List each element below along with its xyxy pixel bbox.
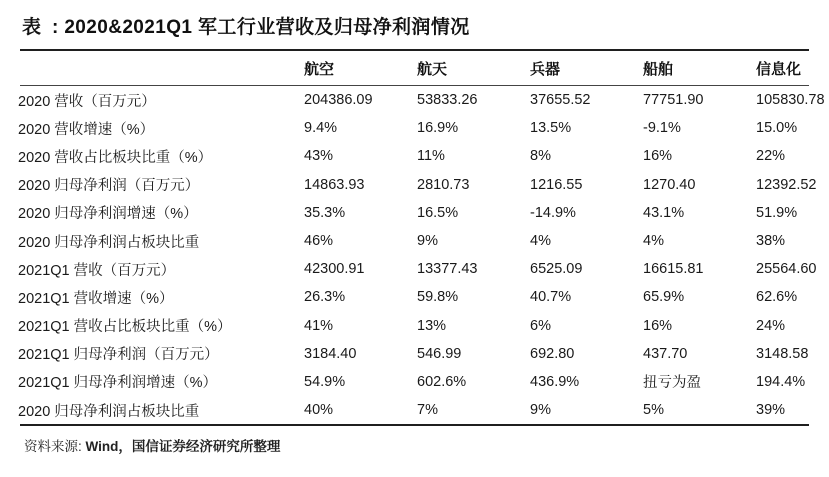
row-label: 2021Q1 营收（百万元） — [18, 262, 176, 279]
cell-value: 16.5% — [417, 204, 459, 221]
cell-value: 204386.09 — [304, 92, 373, 109]
row-label: 2021Q1 归母净利润增速（%） — [18, 375, 218, 392]
cell-value: 54.9% — [304, 373, 346, 390]
figure-title — [18, 0, 811, 49]
cell-value: 24% — [756, 317, 786, 334]
row-label: 2020 归母净利润增速（%） — [18, 206, 198, 223]
figure-title-label: 表 — [22, 17, 43, 38]
table-row — [18, 283, 829, 311]
cell-value: 35.3% — [304, 204, 346, 221]
table-row — [18, 227, 829, 255]
table-row — [18, 368, 829, 396]
cell-value: 53833.26 — [417, 92, 478, 109]
cell-value: 13377.43 — [417, 261, 478, 278]
cell-value: 42300.91 — [304, 261, 365, 278]
cell-value: 9.4% — [304, 120, 338, 137]
cell-value: 12392.52 — [756, 176, 817, 193]
source-label: 资料来源: — [24, 439, 86, 455]
source-text: Wind，国信证券经济研究所整理 — [85, 439, 281, 455]
cell-value: 6525.09 — [530, 261, 583, 278]
cell-value: 40.7% — [530, 289, 572, 306]
row-label: 2020 营收占比板块比重（%） — [18, 149, 213, 166]
figure-title-text: 2020&2021Q1 军工行业营收及归母净利润情况 — [64, 17, 470, 38]
cell-value: 8% — [530, 148, 551, 165]
cell-value: 16.9% — [417, 120, 459, 137]
cell-value: 扭亏为盈 — [643, 375, 701, 392]
cell-value: 4% — [530, 233, 551, 250]
cell-value: 11% — [417, 148, 445, 165]
cell-value: 437.70 — [643, 345, 688, 362]
row-label: 2020 营收（百万元） — [18, 93, 156, 110]
cell-value: 46% — [304, 233, 334, 250]
column-header-shipbuilding: 船舶 — [643, 60, 674, 78]
cell-value: 62.6% — [756, 289, 798, 306]
cell-value: 26.3% — [304, 289, 346, 306]
cell-value: 16% — [643, 148, 673, 165]
cell-value: 13% — [417, 317, 447, 334]
table-header-row — [18, 51, 829, 85]
table-row — [18, 312, 829, 340]
financial-table — [18, 51, 829, 85]
column-header-aerospace: 航天 — [417, 60, 448, 78]
cell-value: 65.9% — [643, 289, 685, 306]
cell-value: 39% — [756, 402, 786, 419]
cell-value: 546.99 — [417, 345, 462, 362]
column-header-weapons: 兵器 — [530, 60, 561, 78]
table-row — [18, 142, 829, 170]
cell-value: 105830.78 — [756, 92, 825, 109]
cell-value: 51.9% — [756, 204, 798, 221]
cell-value: 38% — [756, 233, 786, 250]
cell-value: 40% — [304, 402, 334, 419]
cell-value: 22% — [756, 148, 786, 165]
financial-table-body — [18, 86, 829, 424]
cell-value: 37655.52 — [530, 92, 591, 109]
table-row — [18, 255, 829, 283]
table-row — [18, 114, 829, 142]
row-label: 2020 营收增速（%） — [18, 121, 155, 138]
cell-value: 25564.60 — [756, 261, 817, 278]
table-row — [18, 396, 829, 424]
cell-value: 77751.90 — [643, 92, 704, 109]
cell-value: 9% — [417, 233, 438, 250]
cell-value: -9.1% — [643, 120, 681, 137]
row-label: 2020 归母净利润（百万元） — [18, 178, 200, 195]
cell-value: 5% — [643, 402, 664, 419]
row-label: 2021Q1 归母净利润（百万元） — [18, 347, 219, 364]
cell-value: 1216.55 — [530, 176, 583, 193]
row-label: 2021Q1 营收占比板块比重（%） — [18, 319, 232, 336]
cell-value: 15.0% — [756, 120, 798, 137]
cell-value: 9% — [530, 402, 551, 419]
cell-value: 6% — [530, 317, 551, 334]
cell-value: 14863.93 — [304, 176, 365, 193]
column-header-blank — [18, 51, 304, 85]
cell-value: 59.8% — [417, 289, 459, 306]
row-label: 2021Q1 营收增速（%） — [18, 290, 174, 307]
cell-value: 43% — [304, 148, 334, 165]
cell-value: 13.5% — [530, 120, 572, 137]
cell-value: 43.1% — [643, 204, 685, 221]
cell-value: 4% — [643, 233, 664, 250]
column-header-informatization: 信息化 — [756, 60, 802, 78]
column-header-aviation: 航空 — [304, 60, 335, 78]
figure-title-separator: : — [52, 17, 59, 38]
row-label: 2020 归母净利润占板块比重 — [18, 403, 200, 420]
cell-value: 2810.73 — [417, 176, 470, 193]
row-label: 2020 归母净利润占板块比重 — [18, 234, 200, 251]
cell-value: 692.80 — [530, 345, 575, 362]
cell-value: 16615.81 — [643, 261, 704, 278]
cell-value: 194.4% — [756, 373, 806, 390]
cell-value: -14.9% — [530, 204, 576, 221]
table-row — [18, 171, 829, 199]
table-row — [18, 199, 829, 227]
cell-value: 7% — [417, 402, 438, 419]
cell-value: 3184.40 — [304, 345, 357, 362]
table-row — [18, 340, 829, 368]
source-note — [18, 426, 811, 455]
cell-value: 1270.40 — [643, 176, 696, 193]
cell-value: 16% — [643, 317, 673, 334]
cell-value: 3148.58 — [756, 345, 809, 362]
cell-value: 41% — [304, 317, 334, 334]
table-row — [18, 86, 829, 114]
cell-value: 602.6% — [417, 373, 467, 390]
cell-value: 436.9% — [530, 373, 580, 390]
